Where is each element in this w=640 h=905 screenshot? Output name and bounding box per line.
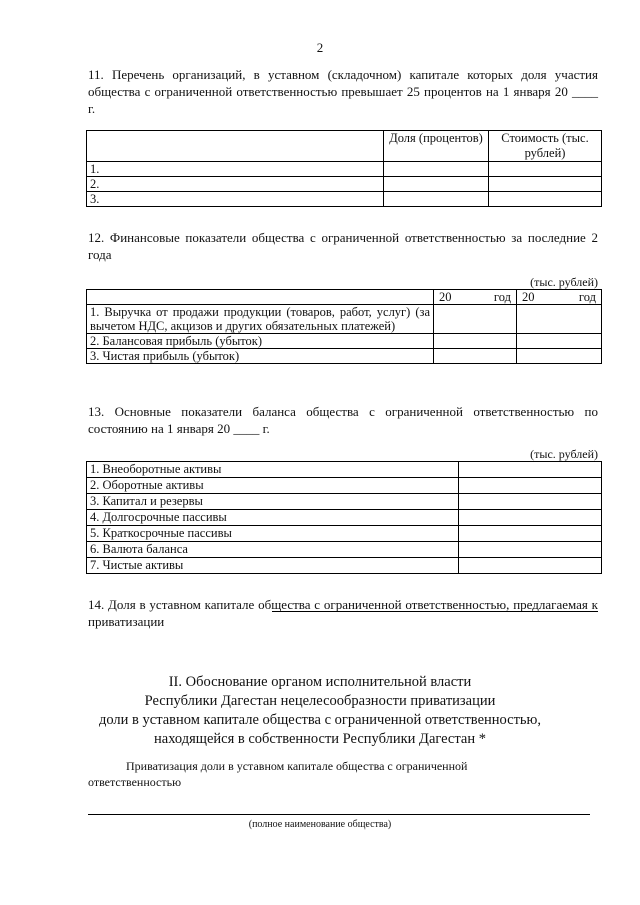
value-cell[interactable] [517,349,602,364]
row-label: 7. Чистые активы [87,558,459,574]
value-cell[interactable] [434,349,517,364]
row-label: 1. Выручка от продажи продукции (товаров, работ, услуг) (за вычетом НДС, акцизов и других обязательных платежей) [87,305,434,334]
table-row [87,462,602,478]
value-cell[interactable] [489,192,602,207]
table-row [87,334,602,349]
value-cell[interactable] [459,526,602,542]
row-label: 2. [87,177,384,192]
table-row [87,526,602,542]
section-13-text: 13. Основные показатели баланса общества с ограниченной ответственностью по состоянию на 1 января 20 ____ г. [88,404,598,436]
table-row [87,305,602,334]
section-2-heading-line-2: Республики Дагестан нецелесообразности приватизации [144,693,496,709]
row-label: 2. Балансовая прибыль (убыток) [87,334,434,349]
table-row [87,542,602,558]
unit-label: (тыс. рублей) [530,275,598,289]
share-cell[interactable] [384,177,489,192]
value-cell[interactable] [459,494,602,510]
row-label: 2. Оборотные активы [87,478,459,494]
table-row [87,192,602,207]
table-row [87,494,602,510]
row-label: 5. Краткосрочные пассивы [87,526,459,542]
table-row [87,349,602,364]
value-cell[interactable] [434,305,517,334]
value-cell[interactable] [434,334,517,349]
value-cell[interactable] [517,334,602,349]
section-14-text: 14. Доля в уставном капитале общества с ограниченной ответственностью, предлагаемая к приватизации [88,597,598,629]
share-cell[interactable] [384,192,489,207]
section-11-text: 11. Перечень организаций, в уставном (складочном) капитале которых доля участия общества с ограниченной ответственностью превышает 25 процентов на 1 января 20 ____ г. [88,67,598,116]
company-name-caption: (полное наименование общества) [248,819,392,830]
organizations-table [86,130,602,207]
balance-table [86,461,602,574]
value-cell[interactable] [459,558,602,574]
section-2-heading-line-4: находящейся в собственности Республики Дагестан * [154,731,486,747]
table-row [87,510,602,526]
row-label: 1. [87,162,384,177]
section-2-heading-line-1: II. Обоснование органом исполнительной власти [168,674,472,690]
company-name-line[interactable] [88,814,590,815]
table-row [87,478,602,494]
col-value-header: Стоимость (тыс. рублей) [489,131,602,162]
year-header: 20 год [517,290,602,305]
value-cell[interactable] [517,305,602,334]
share-fill-line[interactable] [272,611,598,612]
value-cell[interactable] [489,162,602,177]
value-cell[interactable] [459,510,602,526]
section-2-heading-line-3: доли в уставном капитале общества с ограниченной ответственностью, [99,712,541,728]
table-row [87,162,602,177]
year-header: 20 год [434,290,517,305]
table-row [87,558,602,574]
page-number: 2 [316,40,324,55]
col-share-header: Доля (процентов) [384,131,489,162]
share-cell[interactable] [384,162,489,177]
row-label: 4. Долгосрочные пассивы [87,510,459,526]
unit-label: (тыс. рублей) [530,447,598,461]
value-cell[interactable] [489,177,602,192]
value-cell[interactable] [459,542,602,558]
row-label: 6. Валюта баланса [87,542,459,558]
value-cell[interactable] [459,478,602,494]
table-row [87,177,602,192]
row-label: 3. [87,192,384,207]
value-cell[interactable] [459,462,602,478]
row-label: 1. Внеоборотные активы [87,462,459,478]
financial-table [86,289,602,364]
section-12-text: 12. Финансовые показатели общества с ограниченной ответственностью за последние 2 года [88,230,598,262]
row-label: 3. Капитал и резервы [87,494,459,510]
section-2-body: Приватизация доли в уставном капитале общества с ограниченной ответственностью [88,759,468,789]
row-label: 3. Чистая прибыль (убыток) [87,349,434,364]
